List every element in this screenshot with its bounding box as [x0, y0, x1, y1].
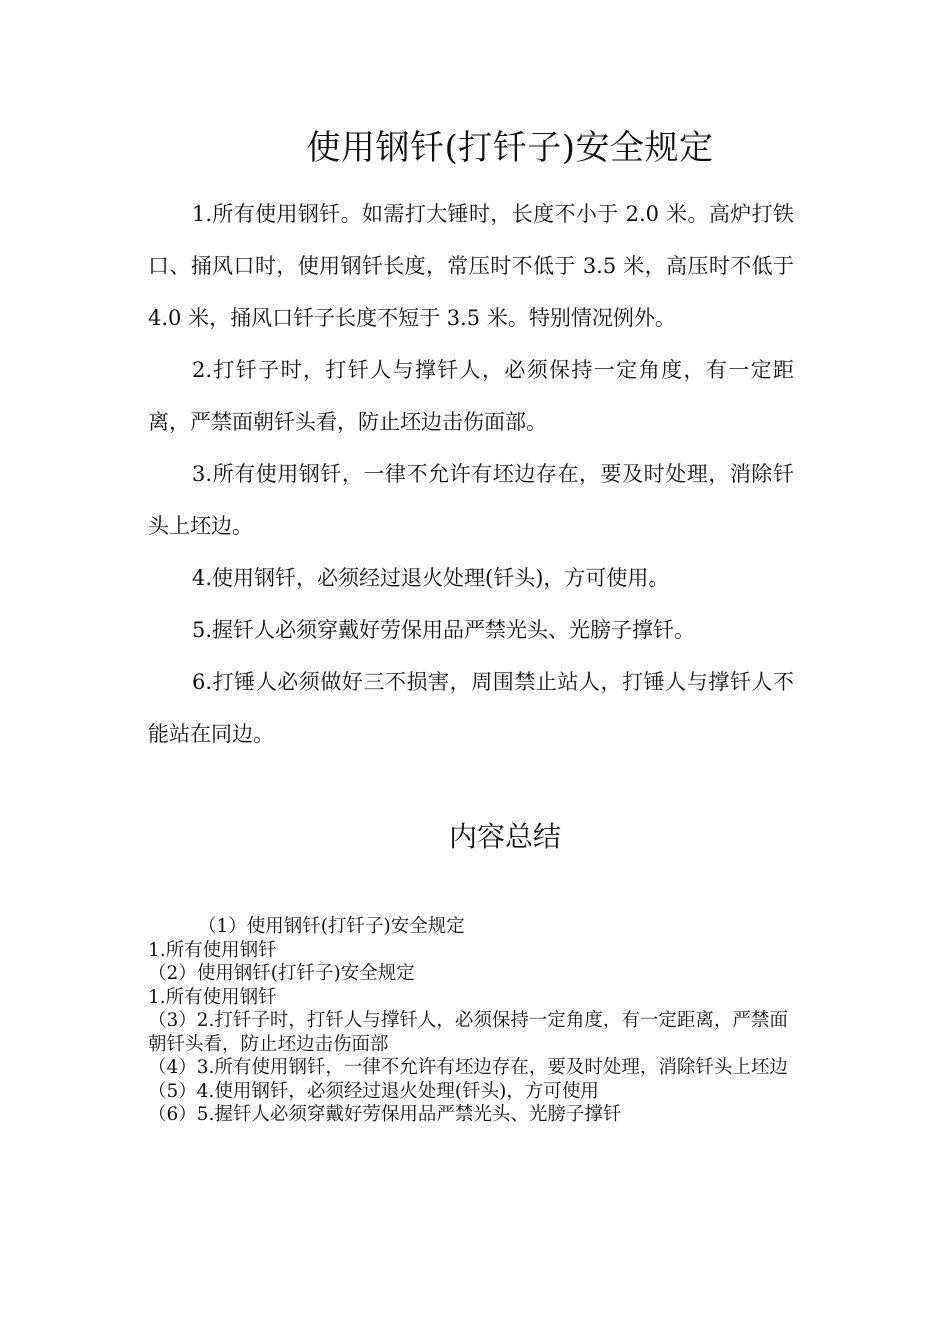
document-title: 使用钢钎(打钎子)安全规定: [306, 128, 714, 168]
paragraph-3: 3.所有使用钢钎，一律不允许有坯边存在，要及时处理，消除钎头上坯边。: [148, 462, 794, 538]
paragraph-2: 2.打钎子时，打钎人与撑钎人，必须保持一定角度，有一定距离，严禁面朝钎头看，防止坯边击伤面部。: [148, 358, 794, 434]
paragraph-5: 5.握钎人必须穿戴好劳保用品严禁光头、光膀子撑钎。: [192, 618, 696, 642]
summary-line-3: （2）使用钢钎(打钎子)安全规定: [148, 963, 415, 984]
summary-line-1: （1）使用钢钎(打钎子)安全规定: [198, 916, 465, 937]
summary-line-6: （4）3.所有使用钢钎，一律不允许有坯边存在，要及时处理，消除钎头上坯边: [148, 1057, 788, 1078]
summary-title: 内容总结: [448, 820, 561, 853]
paragraph-4: 4.使用钢钎，必须经过退火处理(钎头)，方可使用。: [192, 566, 670, 590]
summary-line-8: （6）5.握钎人必须穿戴好劳保用品严禁光头、光膀子撑钎: [148, 1104, 622, 1125]
summary-section: [148, 915, 800, 1127]
summary-line-5: （3）2.打钎子时，打钎人与撑钎人，必须保持一定角度，有一定距离，严禁面朝钎头看，防止坯边击伤面部: [148, 1010, 788, 1055]
summary-line-2: 1.所有使用钢钎: [148, 939, 277, 961]
summary-line-4: 1.所有使用钢钎: [148, 986, 277, 1008]
paragraph-6: 6.打锤人必须做好三不损害，周围禁止站人，打锤人与撑钎人不能站在同边。: [148, 670, 794, 746]
paragraph-1: 1.所有使用钢钎。如需打大锤时，长度不小于 2.0 米。高炉打铁口、捅风口时，使用钢钎长度，常压时不低于 3.5 米，高压时不低于 4.0 米，捅风口钎子长度不短于 3.5 米。特别情况例外。: [148, 202, 794, 330]
document-body: [148, 188, 794, 760]
summary-line-7: （5）4.使用钢钎，必须经过退火处理(钎头)，方可使用: [148, 1080, 599, 1102]
